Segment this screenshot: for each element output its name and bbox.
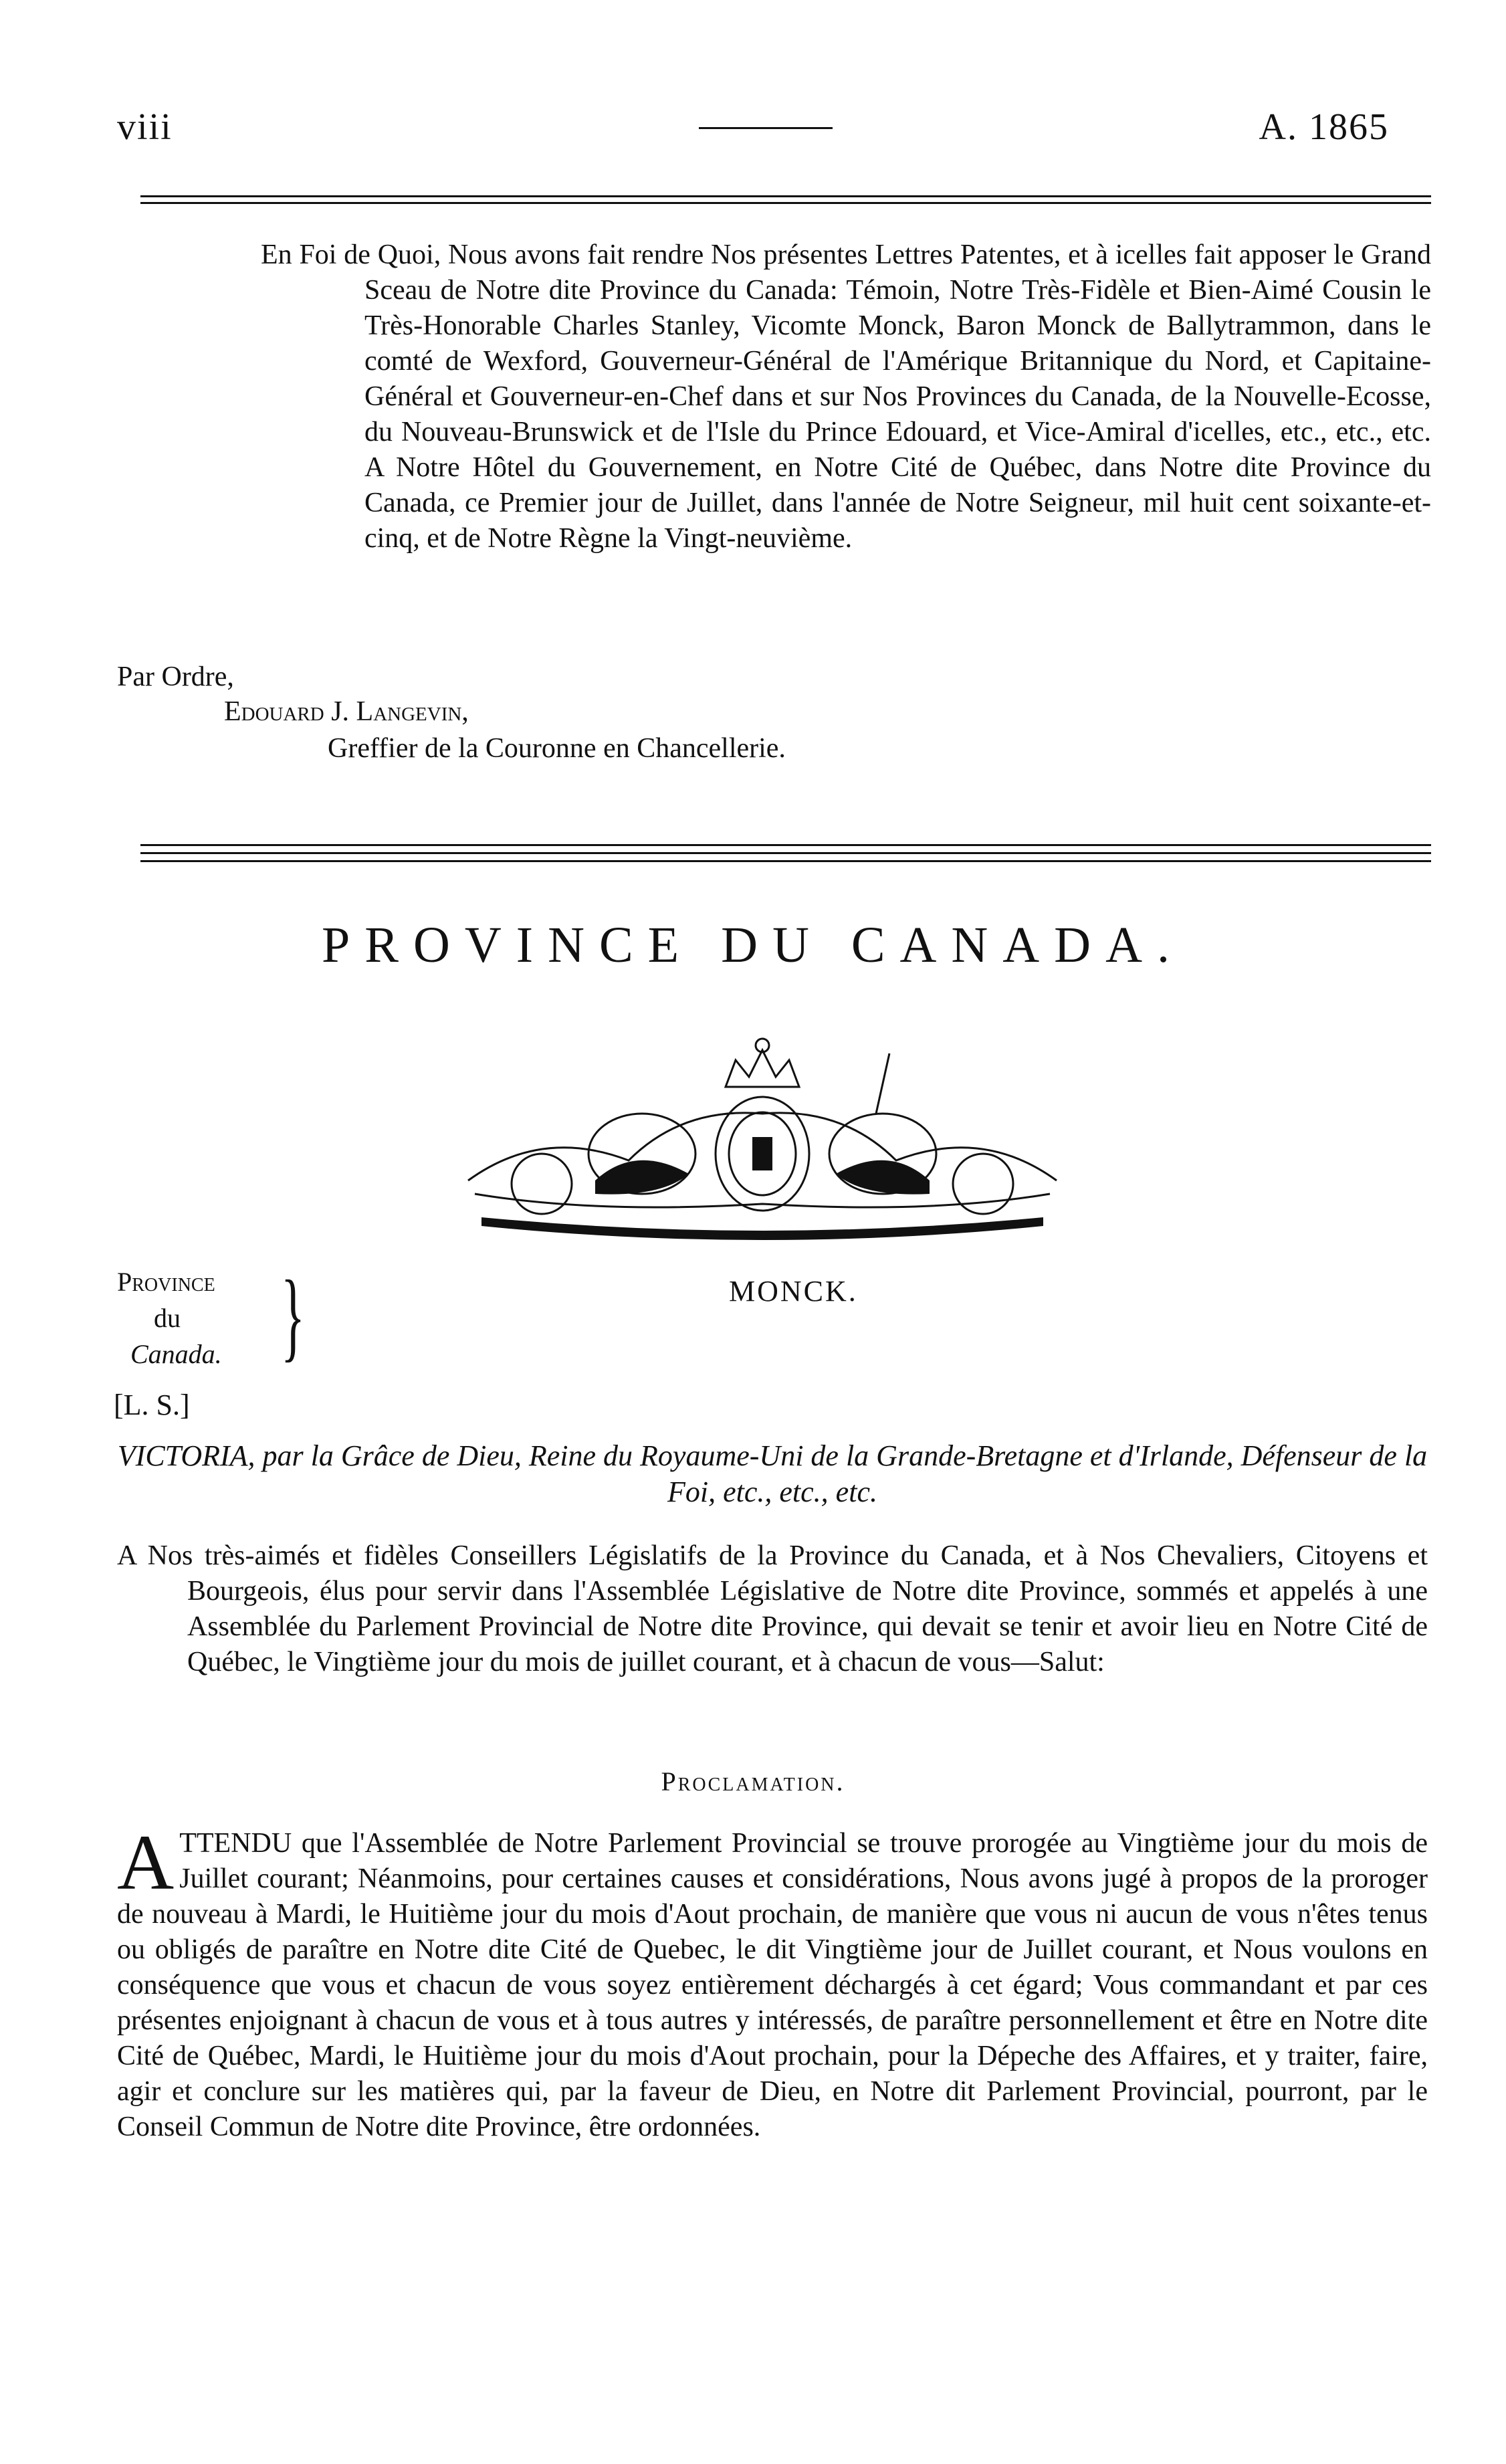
- section-rule: [140, 844, 1431, 846]
- royal-arms-emblem: [461, 1013, 1063, 1247]
- seal-mark: [L. S.]: [114, 1389, 190, 1421]
- attestation-paragraph: [261, 237, 1431, 556]
- royal-style: VICTORIA, par la Grâce de Dieu, Reine du Royaume-Uni de la Grande-Bretagne et d'Irlande, Défenseur de la Foi, etc., etc., etc.: [117, 1439, 1428, 1508]
- section-rule-3: [140, 860, 1431, 862]
- proclamation-body: [117, 1819, 1428, 2145]
- top-rule: [140, 195, 1431, 197]
- header-year: A. 1865: [1259, 106, 1389, 148]
- drop-cap: A: [117, 1819, 175, 1906]
- proclamation-heading: Proclamation.: [661, 1766, 845, 1796]
- province-label-line3: Canada.: [130, 1339, 222, 1369]
- section-rule-thin: [140, 852, 1431, 854]
- proclamation-body-text: TTENDU que l'Assemblée de Notre Parlement Provincial se trouve prorogée au Vingtième jour du mois de Juillet courant; Néanmoins, pour certaines causes et considérations, Nous avons jugé à propos de la proroger de nouveau à Mardi, le Huitième jour du mois d'Aout prochain, de manière que vous ni aucun de vous n'êtes tenus ou obligés de paraître en Notre dite Cité de Quebec, le dit Vingtième jour de Juillet courant, et Nous voulons en conséquence que vous et chacun de vous soyez entièrement déchargés à cet égard; Vous commandant et par ces présentes enjoignant à chacun de vous et à tous autres y intéressés, de paraître personnellement et être en Notre dite Cité de Québec, Mardi, le Huitième jour du mois d'Aout prochain, pour la Dépeche des Affaires, et y traiter, faire, agir et conclure sur les matières qui, par la faveur de Dieu, en Notre dit Parlement Provincial, pourront, par le Conseil Commun de Notre dite Province, être ordonnées.: [117, 1828, 1428, 2142]
- signer-title: Greffier de la Couronne en Chancellerie.: [328, 733, 786, 764]
- address-paragraph: [117, 1538, 1428, 1680]
- province-label-line2: du: [154, 1303, 181, 1333]
- province-label-line1: Province: [117, 1267, 215, 1297]
- header-dash: [699, 127, 833, 129]
- par-ordre: Par Ordre,: [117, 661, 234, 692]
- top-rule-thin: [140, 202, 1431, 204]
- province-title: PROVINCE DU CANADA.: [322, 917, 1184, 973]
- address-text: A Nos très-aimés et fidèles Conseillers Législatifs de la Province du Canada, et à Nos Chevaliers, Citoyens et Bourgeois, élus pour servir dans l'Assemblée Législative de Notre dite Province, sommés et appelés à une Assemblée du Parlement Provincial de Notre dite Province, qui devait se tenir et avoir lieu en Notre Cité de Québec, le Vingtième jour du mois de juillet courant, et à chacun de vous—Salut:: [117, 1540, 1428, 1677]
- governor-name: MONCK.: [729, 1275, 858, 1308]
- attestation-text: En Foi de Quoi, Nous avons fait rendre Nos présentes Lettres Patentes, et à icelles fait apposer le Grand Sceau de Notre dite Province du Canada: Témoin, Notre Très-Fidèle et Bien-Aimé Cousin le Très-Honorable Charles Stanley, Vicomte Monck, Baron Monck de Ballytrammon, dans le comté de Wexford, Gouverneur-Général de l'Amérique Britannique du Nord, et Capitaine-Général et Gouverneur-en-Chef dans et sur Nos Provinces du Canada, de la Nouvelle-Ecosse, du Nouveau-Brunswick et de l'Isle du Prince Edouard, et Vice-Amiral d'icelles, etc., etc., etc. A Notre Hôtel du Gouvernement, en Notre Cité de Québec, dans Notre dite Province du Canada, ce Premier jour de Juillet, dans l'année de Notre Seigneur, mil huit cent soixante-et-cinq, et de Notre Règne la Vingt-neuvième.: [261, 239, 1431, 554]
- signer-name: Edouard J. Langevin,: [224, 696, 469, 727]
- brace-glyph: }: [281, 1260, 305, 1371]
- running-header: [117, 100, 1389, 154]
- province-side-label: [117, 1264, 222, 1372]
- page-number: viii: [117, 106, 173, 148]
